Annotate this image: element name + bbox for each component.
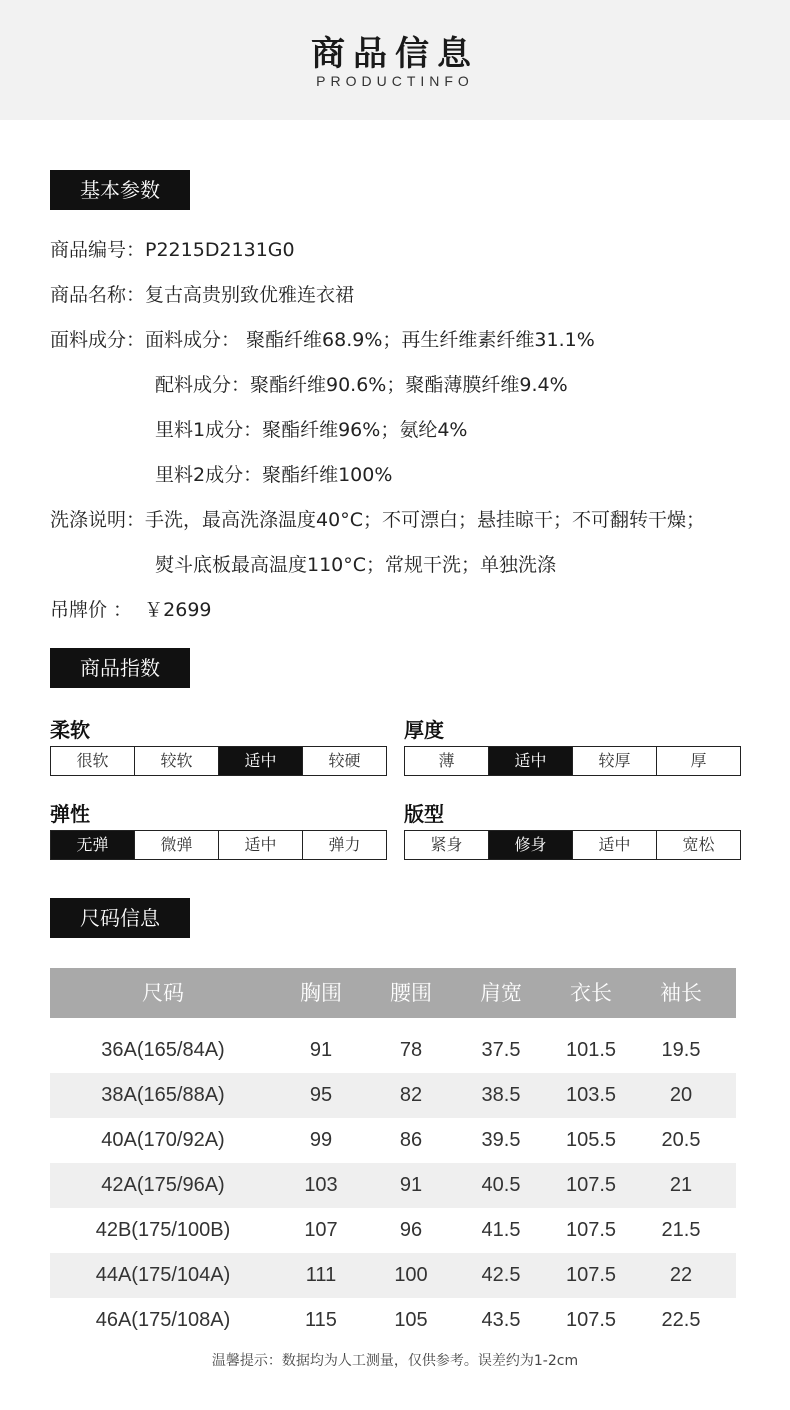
table-cell: 107.5 [565,1174,617,1196]
table-cell: 107.5 [565,1309,617,1331]
table-cell: 21 [669,1174,693,1196]
table-cell: 103.5 [565,1084,617,1106]
table-cell: 99 [309,1129,333,1151]
index-scale-fit [404,830,741,860]
param-product-name [50,282,354,308]
table-cell: 91 [309,1039,333,1061]
index-option: 无弹 [51,831,135,859]
index-scale-thickness [404,746,741,776]
index-option: 宽松 [657,831,740,859]
size-header-cell: 腰围 [390,981,432,1005]
index-option: 适中 [573,831,657,859]
param-wash-label: 洗涤说明： [50,509,146,531]
index-option: 修身 [489,831,573,859]
index-option: 较厚 [573,747,657,775]
page-header [0,0,790,120]
param-fabric [50,327,595,353]
section-basic-params: 基本参数 [50,170,190,210]
index-title-fit: 版型 [404,802,444,826]
size-table [50,968,736,1343]
index-option: 较软 [135,747,219,775]
table-cell: 115 [305,1309,337,1331]
table-cell: 22 [669,1264,693,1286]
table-row [50,1208,736,1253]
size-header-cell: 肩宽 [480,981,522,1005]
table-cell: 40.5 [481,1174,521,1196]
table-row [50,1028,736,1073]
table-row [50,1163,736,1208]
index-option: 适中 [219,831,303,859]
param-trim-value: 配料成分：聚酯纤维90.6%；聚酯薄膜纤维9.4% [155,374,568,396]
table-cell: 78 [399,1039,423,1061]
table-cell: 36A(165/84A) [101,1039,225,1061]
table-cell: 38A(165/88A) [101,1084,225,1106]
table-cell: 101.5 [565,1039,617,1061]
index-option: 适中 [219,747,303,775]
table-cell: 22.5 [661,1309,701,1331]
index-option: 适中 [489,747,573,775]
size-header-cell: 袖长 [660,981,702,1005]
table-cell: 19.5 [661,1039,701,1061]
size-header-cell: 衣长 [570,981,612,1005]
index-option: 弹力 [303,831,386,859]
param-price-value: ￥2699 [144,599,212,621]
table-cell: 39.5 [481,1129,521,1151]
param-price [50,597,212,623]
param-lining1-value: 里料1成分：聚酯纤维96%；氨纶4% [155,419,468,441]
table-cell: 91 [399,1174,423,1196]
table-cell: 105 [394,1309,428,1331]
param-price-label: 吊牌价 ： [50,599,133,621]
table-cell: 86 [399,1129,423,1151]
table-cell: 103 [304,1174,338,1196]
table-cell: 38.5 [481,1084,521,1106]
param-product-name-value: 复古高贵别致优雅连衣裙 [145,284,355,306]
param-wash-value-1: 手洗，最高洗涤温度40°C；不可漂白；悬挂晾干；不可翻转干燥； [145,509,705,531]
table-cell: 95 [309,1084,333,1106]
section-size-info: 尺码信息 [50,898,190,938]
param-product-code-label: 商品编号： [50,239,146,261]
size-table-body [50,1028,736,1343]
table-cell: 107.5 [565,1264,617,1286]
param-fabric-value: 面料成分： 聚酯纤维68.9%；再生纤维素纤维31.1% [145,329,595,351]
page-subtitle: PRODUCTINFO [316,73,474,89]
table-cell: 100 [394,1264,428,1286]
param-product-code [50,237,295,263]
table-cell: 105.5 [565,1129,617,1151]
table-cell: 42B(175/100B) [95,1219,231,1241]
param-wash-value-2: 熨斗底板最高温度110°C；常规干洗；单独洗涤 [155,554,557,576]
index-title-thickness: 厚度 [404,718,444,742]
index-option: 厚 [657,747,740,775]
table-cell: 37.5 [481,1039,521,1061]
size-header-cell: 尺码 [142,981,184,1005]
table-cell: 20.5 [661,1129,701,1151]
param-product-name-label: 商品名称： [50,284,146,306]
index-title-softness: 柔软 [50,718,90,742]
param-wash [50,507,705,533]
table-cell: 107 [304,1219,338,1241]
page-title: 商品信息 [311,34,479,74]
index-option: 很软 [51,747,135,775]
table-cell: 42.5 [481,1264,521,1286]
table-cell: 21.5 [661,1219,701,1241]
index-option: 薄 [405,747,489,775]
size-table-header [50,968,736,1018]
param-lining2-value: 里料2成分：聚酯纤维100% [155,464,393,486]
table-cell: 82 [399,1084,423,1106]
table-row [50,1298,736,1343]
table-cell: 111 [305,1264,337,1286]
table-cell: 41.5 [481,1219,521,1241]
table-cell: 44A(175/104A) [95,1264,231,1286]
table-cell: 43.5 [481,1309,521,1331]
table-cell: 96 [399,1219,423,1241]
footnote: 温馨提示：数据均为人工测量，仅供参考。误差约为1-2cm [211,1353,579,1369]
index-title-elasticity: 弹性 [50,802,90,826]
section-product-index: 商品指数 [50,648,190,688]
table-row [50,1253,736,1298]
table-cell: 42A(175/96A) [101,1174,225,1196]
index-scale-softness [50,746,387,776]
table-cell: 20 [669,1084,693,1106]
index-option: 微弹 [135,831,219,859]
table-row [50,1073,736,1118]
index-option: 较硬 [303,747,386,775]
table-cell: 46A(175/108A) [95,1309,231,1331]
index-option: 紧身 [405,831,489,859]
param-fabric-label: 面料成分： [50,329,146,351]
table-row [50,1118,736,1163]
index-scale-elasticity [50,830,387,860]
table-cell: 107.5 [565,1219,617,1241]
table-cell: 40A(170/92A) [101,1129,225,1151]
size-header-cell: 胸围 [300,981,342,1005]
param-product-code-value: P2215D2131G0 [145,239,295,261]
